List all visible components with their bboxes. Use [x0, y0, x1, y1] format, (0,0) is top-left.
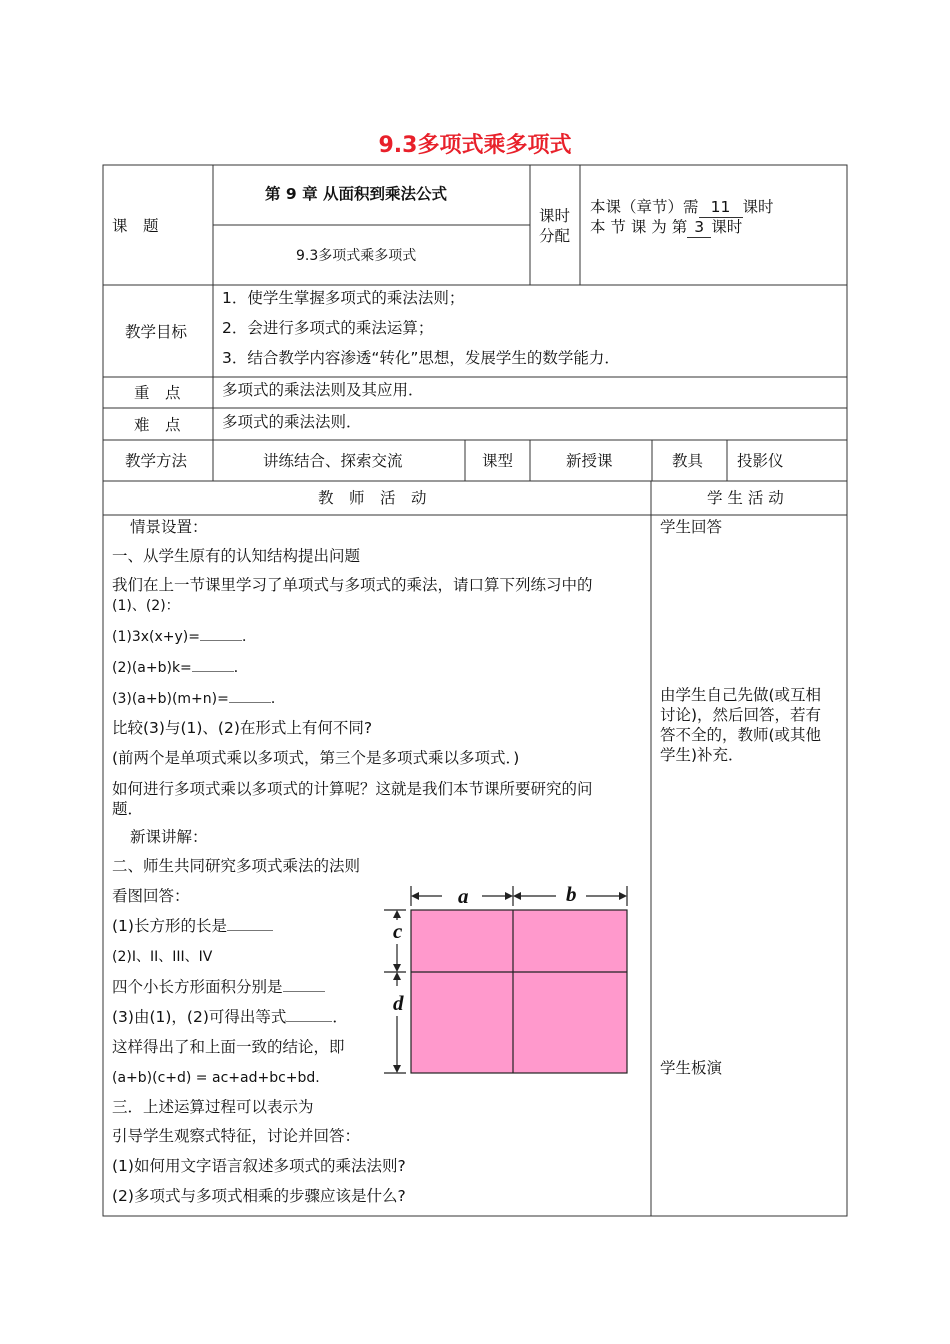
compare-question: 比较(3)与(1)、(2)在形式上有何不同?: [112, 719, 373, 737]
objective-item: 3．结合教学内容渗透“转化”思想，发展学生的数学能力．: [222, 349, 620, 367]
student-activity-header: 学 生 活 动: [707, 489, 784, 507]
question-2: (2)I、II、III、IV: [112, 949, 213, 965]
tools-label: 教具: [672, 452, 704, 470]
student-line: 答不全的，教师(或其他: [660, 726, 822, 744]
objectives-label: 教学目标: [125, 323, 188, 341]
intro-line-1: 我们在上一节课里学习了单项式与多项式的乘法，请口算下列练习中的: [112, 576, 593, 594]
formula: (a+b)(c+d) = ac+ad+bc+bd.: [112, 1070, 320, 1086]
student-line: 讨论)，然后回答，若有: [660, 706, 822, 724]
section-two-heading: 二、师生共同研究多项式乘法的法则: [112, 857, 361, 875]
label-c: c: [393, 919, 403, 943]
key-point-label: 重 点: [134, 384, 181, 402]
guide-question-2: (2)多项式与多项式相乘的步骤应该是什么?: [112, 1187, 406, 1205]
exercise-2: (2)(a+b)k= ．: [112, 657, 248, 678]
section-one-heading: 一、从学生原有的认知结构提出问题: [112, 547, 361, 565]
question-line-1: 如何进行多项式乘以多项式的计算呢？这就是我们本节课所要研究的问: [112, 780, 593, 798]
key-point-text: 多项式的乘法法则及其应用．: [222, 381, 424, 399]
student-answer: 学生回答: [660, 518, 723, 536]
teacher-activity-header: 教 师 活 动: [318, 489, 427, 507]
hours-label-2: 分配: [539, 227, 571, 245]
hours-line-1: 本课（章节）需 11 课时: [590, 198, 774, 216]
page-title: 9.3多项式乘多项式: [378, 133, 572, 158]
question-line-2: 题．: [112, 800, 144, 818]
exercise-3: (3)(a+b)(m+n)= ．: [112, 688, 285, 709]
conclusion: 这样得出了和上面一致的结论，即: [112, 1038, 345, 1056]
student-line: 由学生自己先做(或互相: [660, 686, 822, 704]
hours-total: 11: [699, 197, 743, 218]
chapter-title: 第 9 章 从面积到乘法公式: [265, 185, 447, 203]
look-and-answer: 看图回答：: [112, 887, 190, 905]
question-2-continued: 四个小长方形面积分别是: [112, 977, 325, 997]
guide-text: 引导学生观察式特征，讨论并回答：: [112, 1127, 361, 1145]
difficulty-label: 难 点: [134, 416, 181, 434]
hours-current: 3: [687, 217, 711, 238]
compare-answer: (前两个是单项式乘以多项式，第三个是多项式乘以多项式．): [112, 749, 520, 767]
objective-item: 2．会进行多项式的乘法运算；: [222, 319, 434, 337]
rectangle-fill: [411, 910, 627, 1073]
label-d: d: [393, 991, 404, 1015]
new-lesson: 新课讲解：: [130, 828, 208, 846]
section-three-heading: 三．上述运算过程可以表示为: [112, 1098, 314, 1116]
difficulty-text: 多项式的乘法法则．: [222, 413, 362, 431]
question-1: (1)长方形的长是: [112, 916, 273, 936]
question-3: (3)由(1)，(2)可得出等式 ．: [112, 1008, 348, 1026]
intro-line-2: (1)、(2)：: [112, 598, 180, 614]
type-label: 课型: [482, 452, 514, 470]
student-line: 学生)补充．: [660, 746, 744, 764]
label-a: a: [458, 884, 469, 908]
student-board-work: 学生板演: [660, 1059, 723, 1077]
section-title: 9.3多项式乘多项式: [296, 248, 417, 264]
label-b: b: [566, 882, 577, 906]
tools-value: 投影仪: [737, 452, 784, 470]
guide-question-1: (1)如何用文字语言叙述多项式的乘法法则?: [112, 1157, 406, 1175]
method-value: 讲练结合、探索交流: [263, 452, 403, 470]
area-diagram: [380, 880, 635, 1080]
hours-line-2: 本 节 课 为 第 3 课时: [590, 218, 743, 236]
exercise-1: (1)3x(x+y)= ．: [112, 626, 256, 647]
topic-label: 课 题: [112, 217, 159, 235]
scene-setup: 情景设置：: [130, 518, 208, 536]
method-label: 教学方法: [125, 452, 188, 470]
hours-label-1: 课时: [539, 207, 571, 225]
type-value: 新授课: [566, 452, 613, 470]
objective-item: 1．使学生掌握多项式的乘法法则；: [222, 289, 465, 307]
